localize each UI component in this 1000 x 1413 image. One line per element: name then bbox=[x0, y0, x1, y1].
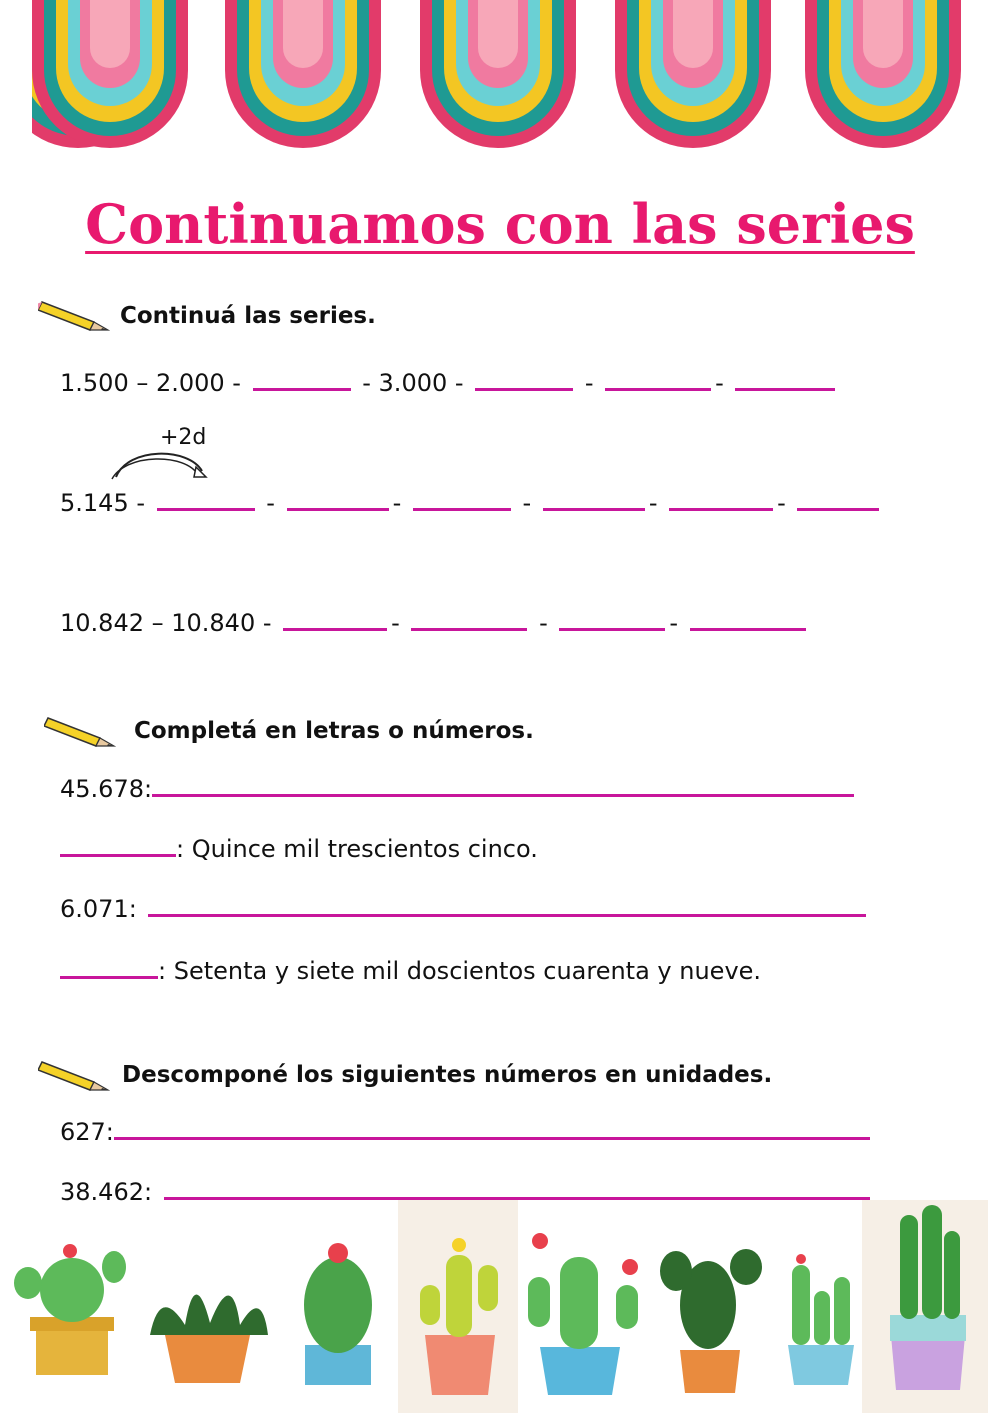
answer-blank[interactable] bbox=[605, 366, 711, 391]
answer-blank[interactable] bbox=[559, 606, 665, 631]
answer-line[interactable] bbox=[114, 1115, 870, 1140]
cactus-illustrations bbox=[0, 1195, 1000, 1413]
series1-start: 1.500 – 2.000 - bbox=[60, 369, 241, 397]
decorative-border bbox=[0, 0, 1000, 150]
answer-blank[interactable] bbox=[735, 366, 835, 391]
answer-blank[interactable] bbox=[283, 606, 387, 631]
answer-blank[interactable] bbox=[413, 486, 511, 511]
series-row-2 bbox=[60, 486, 883, 517]
separator: - bbox=[392, 489, 402, 517]
answer-blank[interactable] bbox=[157, 486, 255, 511]
descomponer-row-1 bbox=[60, 1115, 874, 1146]
cactus-icon bbox=[304, 1243, 372, 1385]
series2-start: 5.145 - bbox=[60, 489, 145, 517]
answer-blank[interactable] bbox=[797, 486, 879, 511]
number-label: 627: bbox=[60, 1118, 114, 1146]
completar-row-3 bbox=[60, 892, 870, 923]
series-row-3 bbox=[60, 606, 810, 637]
separator: - bbox=[648, 489, 658, 517]
answer-blank[interactable] bbox=[287, 486, 389, 511]
cactus-icon bbox=[14, 1244, 126, 1375]
pencil-icon bbox=[38, 1052, 110, 1092]
separator: - bbox=[777, 489, 786, 517]
answer-blank[interactable] bbox=[543, 486, 645, 511]
answer-blank[interactable] bbox=[60, 832, 176, 857]
answer-line[interactable] bbox=[148, 892, 866, 917]
cactus-icon bbox=[528, 1233, 638, 1395]
section3-heading: Descomponé los siguientes números en unidades. bbox=[122, 1062, 773, 1088]
series3-start: 10.842 – 10.840 - bbox=[60, 609, 272, 637]
series1-mid: - 3.000 - bbox=[362, 369, 464, 397]
pencil-icon bbox=[44, 708, 116, 748]
cactus-icon bbox=[788, 1254, 854, 1385]
separator: - bbox=[669, 609, 679, 637]
number-label: 45.678: bbox=[60, 775, 153, 803]
section1-heading: Continuá las series. bbox=[120, 303, 376, 329]
answer-line[interactable] bbox=[152, 772, 854, 797]
answer-blank[interactable] bbox=[475, 366, 573, 391]
section2-heading: Completá en letras o números. bbox=[134, 718, 534, 744]
cactus-icon bbox=[862, 1200, 988, 1413]
answer-blank[interactable] bbox=[669, 486, 773, 511]
separator: - bbox=[522, 489, 532, 517]
number-label: 38.462: bbox=[60, 1178, 153, 1206]
arc-label: +2d bbox=[160, 425, 207, 450]
answer-blank[interactable] bbox=[411, 606, 527, 631]
words-label: : Quince mil trescientos cinco. bbox=[176, 835, 538, 863]
answer-blank[interactable] bbox=[253, 366, 351, 391]
series-row-1 bbox=[60, 366, 839, 397]
cactus-icon bbox=[660, 1249, 762, 1393]
curved-arrow-icon bbox=[108, 445, 218, 481]
separator: - bbox=[715, 369, 724, 397]
separator: - bbox=[266, 489, 275, 517]
cactus-icon bbox=[398, 1200, 518, 1413]
completar-row-1 bbox=[60, 772, 858, 803]
words-label: : Setenta y siete mil doscientos cuarenta y nueve. bbox=[158, 957, 762, 985]
page-title: Continuamos con las series bbox=[85, 192, 915, 256]
separator: - bbox=[391, 609, 400, 637]
answer-blank[interactable] bbox=[60, 954, 158, 979]
separator: - bbox=[539, 609, 548, 637]
cactus-icon bbox=[150, 1294, 268, 1383]
completar-row-2 bbox=[60, 832, 538, 863]
pencil-icon bbox=[38, 292, 110, 332]
number-label: 6.071: bbox=[60, 895, 137, 923]
separator: - bbox=[584, 369, 594, 397]
completar-row-4 bbox=[60, 954, 761, 985]
answer-blank[interactable] bbox=[690, 606, 806, 631]
